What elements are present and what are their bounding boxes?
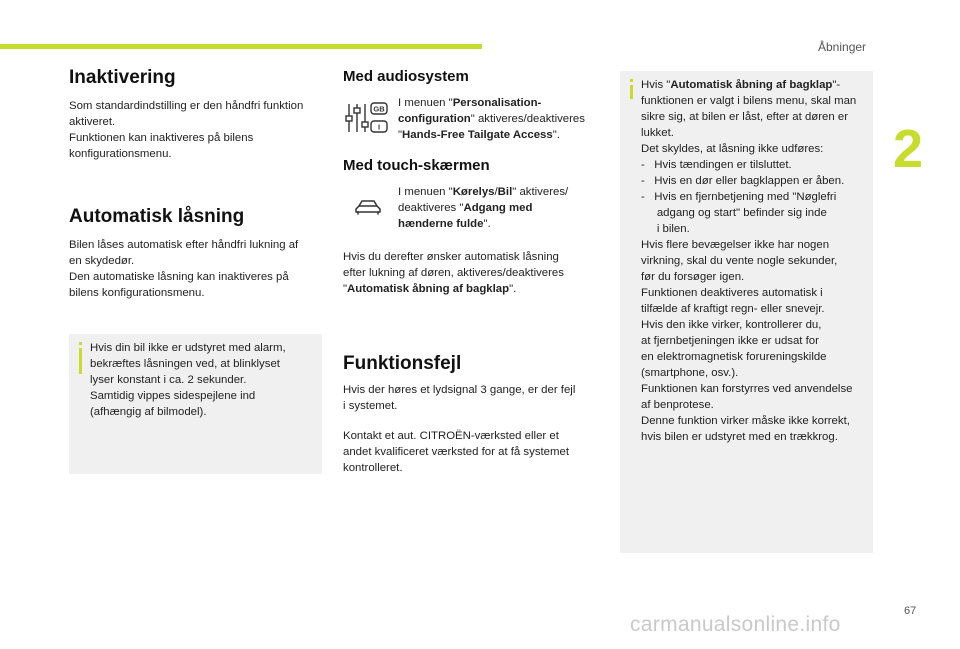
text-run: ".	[509, 283, 517, 295]
text-run: /	[494, 186, 498, 198]
text-run: ".	[552, 129, 560, 141]
menu-name: Personalisation-	[452, 97, 542, 109]
text-line	[398, 95, 585, 111]
text-line: Hvis din bil ikke er udstyret med alarm,	[90, 342, 286, 354]
text-run: deaktiveres "	[398, 202, 464, 214]
heading-funktionsfejl: Funktionsfejl	[343, 353, 462, 374]
text-line: konfigurationsmenu.	[69, 148, 172, 160]
text-line: Funktionen kan forstyrres ved anvendelse	[641, 383, 853, 395]
info-note-alarm	[69, 334, 322, 474]
page-number: 67	[904, 605, 917, 617]
info-icon	[79, 342, 82, 345]
text-line: før du forsøger igen.	[641, 271, 745, 283]
text-run: ".	[483, 218, 491, 230]
info-bar	[630, 85, 633, 99]
text-run: I menuen "	[398, 97, 453, 109]
car-icon	[353, 198, 383, 216]
paragraph-funktionsfejl-2	[343, 428, 569, 476]
text-line: i bilen.	[641, 223, 690, 235]
icon-label-gb: GB	[373, 104, 385, 114]
info-note-tailgate	[620, 71, 873, 553]
header-accent-bar	[0, 44, 482, 49]
icon-label-i: I	[377, 122, 381, 132]
text-run: I menuen "	[398, 186, 453, 198]
text-line: lukket.	[641, 127, 674, 139]
menu-item: Adgang med	[463, 202, 533, 214]
text-line: Som standardindstilling er den håndfri funktion	[69, 100, 304, 112]
text-line: Funktionen kan inaktiveres på bilens	[69, 132, 254, 144]
text-line: en skydedør.	[69, 255, 135, 267]
text-line: Funktionen deaktiveres automatisk i	[641, 287, 823, 299]
text-line	[343, 281, 564, 297]
info-icon	[630, 79, 633, 82]
text-line: Hvis du derefter ønsker automatisk låsning	[343, 251, 559, 263]
chapter-number: 2	[893, 119, 924, 179]
text-line	[398, 184, 568, 200]
menu-name: configuration	[398, 113, 471, 125]
menu-item: Automatisk åbning af bagklap	[670, 79, 833, 91]
paragraph-tailgate	[343, 249, 564, 297]
heading-inaktivering: Inaktivering	[69, 67, 176, 88]
text-line: efter lukning af døren, aktiveres/deaktiveres	[343, 267, 564, 279]
text-run: " aktiveres/	[512, 186, 569, 198]
paragraph-audio	[398, 95, 585, 143]
menu-item: hænderne fulde	[398, 218, 484, 230]
text-line: Hvis den ikke virker, kontrollerer du,	[641, 319, 822, 331]
paragraph-touch	[398, 184, 568, 232]
paragraph-inaktivering	[69, 98, 303, 162]
text-line: i systemet.	[343, 400, 398, 412]
text-line: (afhængig af bilmodel).	[90, 406, 207, 418]
section-title: Åbninger	[818, 40, 867, 54]
text-line: bekræftes låsningen ved, at blinklyset	[90, 358, 280, 370]
text-line: tilfælde af kraftigt regn- eller snevejr.	[641, 303, 825, 315]
text-line: Denne funktion virker måske ikke korrekt,	[641, 415, 850, 427]
text-line	[398, 111, 585, 127]
text-line: Det skyldes, at låsning ikke udføres:	[641, 143, 824, 155]
text-line: Hvis flere bevægelser ikke har nogen	[641, 239, 830, 251]
text-run: "-	[832, 79, 841, 91]
menu-name: Kørelys	[452, 186, 495, 198]
text-line: Bilen låses automatisk efter håndfri lukning af	[69, 239, 299, 251]
text-line: Kontakt et aut. CITROËN-værksted eller et	[343, 430, 559, 442]
text-line	[641, 77, 856, 93]
note-text	[641, 77, 856, 445]
text-run: "	[343, 283, 348, 295]
text-line: - Hvis tændingen er tilsluttet.	[641, 159, 792, 171]
text-line	[398, 200, 568, 216]
text-line: lyser konstant i ca. 2 sekunder.	[90, 374, 247, 386]
audio-settings-icon	[345, 100, 391, 136]
text-line: funktionen er valgt i bilens menu, skal man	[641, 95, 857, 107]
text-run: " aktiveres/deaktiveres	[470, 113, 585, 125]
text-line: Samtidig vippes sidespejlene ind	[90, 390, 256, 402]
paragraph-funktionsfejl-1	[343, 382, 575, 414]
text-line: (smartphone, osv.).	[641, 367, 739, 379]
text-line	[398, 127, 585, 143]
watermark: carmanualsonline.info	[630, 613, 841, 636]
text-line: Den automatiske låsning kan inaktiveres på	[69, 271, 289, 283]
text-line: en elektromagnetisk forureningskilde	[641, 351, 827, 363]
text-line: at fjernbetjeningen ikke er udsat for	[641, 335, 819, 347]
heading-automatisk-lasning: Automatisk låsning	[69, 206, 245, 227]
text-line: adgang og start" befinder sig inde	[641, 207, 827, 219]
text-run: Hvis "	[641, 79, 671, 91]
menu-name: Bil	[497, 186, 513, 198]
text-run: "	[398, 129, 403, 141]
menu-item: Automatisk åbning af bagklap	[347, 283, 510, 295]
menu-item: Hands-Free Tailgate Access	[402, 129, 553, 141]
paragraph-automatisk-lasning	[69, 237, 298, 301]
text-line: sikre sig, at bilen er låst, efter at døren er	[641, 111, 849, 123]
text-line: kontrolleret.	[343, 462, 403, 474]
text-line: bilens konfigurationsmenu.	[69, 287, 205, 299]
text-line: - Hvis en dør eller bagklappen er åben.	[641, 175, 845, 187]
text-line: Hvis der høres et lydsignal 3 gange, er der fejl	[343, 384, 576, 396]
text-line: - Hvis en fjernbetjening med "Nøglefri	[641, 191, 837, 203]
info-bar	[79, 348, 82, 374]
text-line: virkning, skal du vente nogle sekunder,	[641, 255, 838, 267]
text-line	[398, 216, 568, 232]
heading-med-touch-skaermen: Med touch-skærmen	[343, 157, 490, 174]
text-line: hvis bilen er udstyret med en trækkrog.	[641, 431, 838, 443]
text-line: aktiveret.	[69, 116, 116, 128]
text-line: andet kvalificeret værksted for at få systemet	[343, 446, 570, 458]
heading-med-audiosystem: Med audiosystem	[343, 68, 469, 85]
note-text	[90, 340, 286, 420]
text-line: af benprotese.	[641, 399, 714, 411]
